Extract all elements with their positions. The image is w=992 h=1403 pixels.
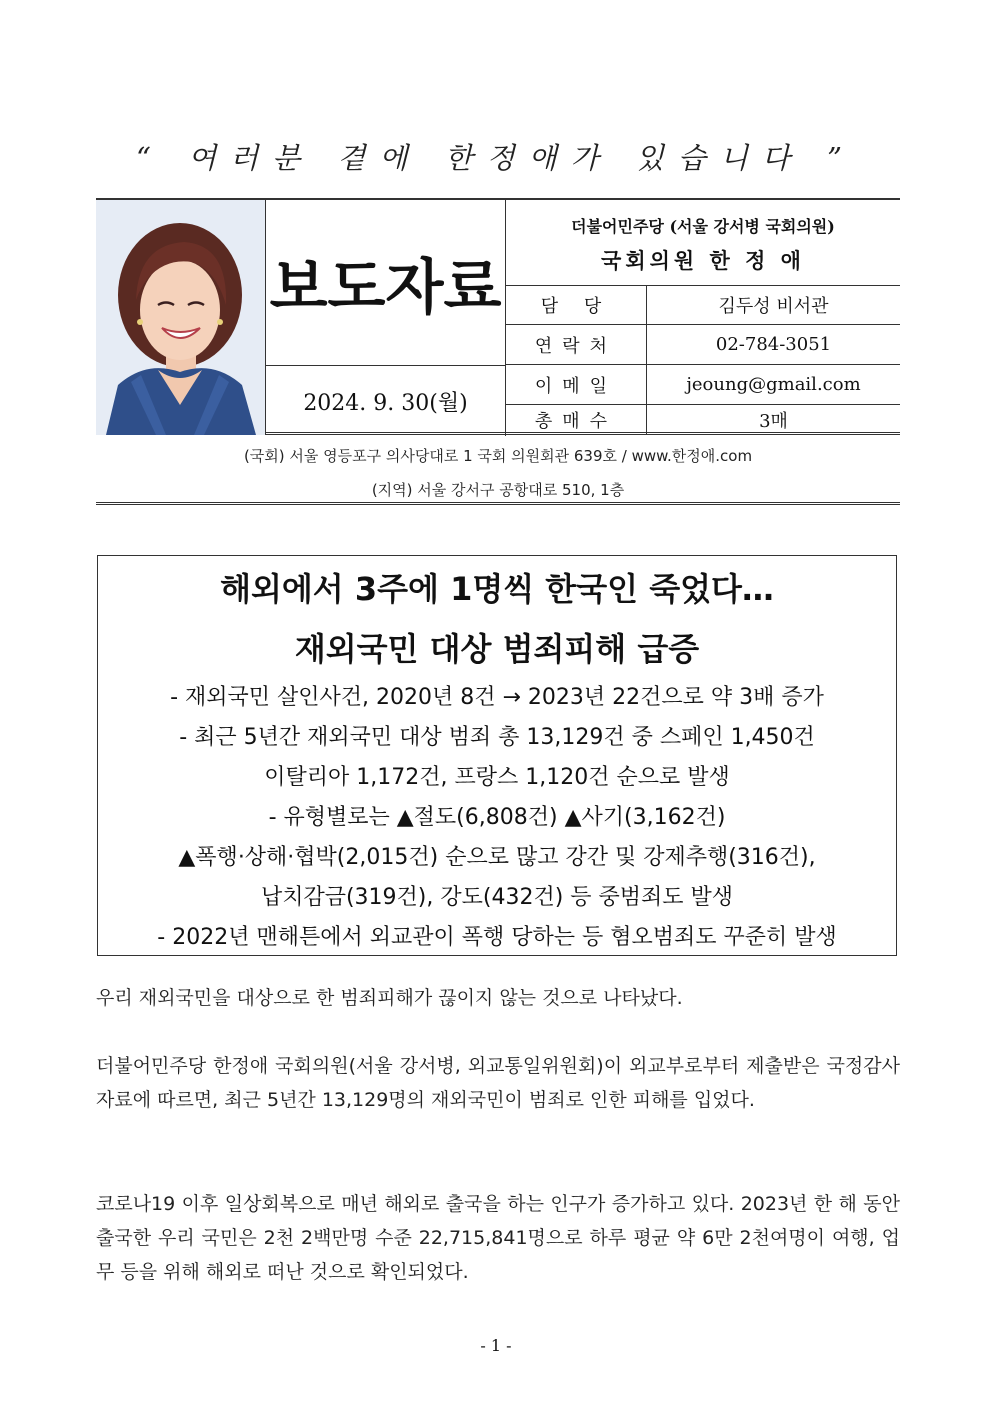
info-row-phone — [506, 325, 900, 365]
summary-bullet: ▲폭행·상해·협박(2,015건) 순으로 많고 강간 및 강제추행(316건), — [178, 845, 816, 870]
info-row-contact-person — [506, 285, 900, 325]
member-info — [506, 200, 900, 286]
press-header — [96, 198, 900, 435]
info-value: 02-784-3051 — [715, 334, 832, 355]
member-name: 국회의원 한 정 애 — [601, 248, 805, 273]
divider — [96, 502, 900, 505]
info-key: 연락처 — [506, 325, 647, 364]
info-row-email — [506, 365, 900, 405]
summary-bullet: - 유형별로는 ▲절도(6,808건) ▲사기(3,162건) — [268, 805, 726, 830]
address-local-office: (지역) 서울 강서구 공항대로 510, 1층 — [371, 481, 625, 499]
summary-bullet: - 최근 5년간 재외국민 대상 범죄 총 13,129건 중 스페인 1,450건 — [179, 725, 815, 750]
page-number: - 1 - — [480, 1336, 512, 1355]
info-key: 담 당 — [506, 285, 647, 324]
headline-title: 해외에서 3주에 1명씩 한국인 죽었다… — [220, 570, 774, 608]
summary-bullet: 납치감금(319건), 강도(432건) 등 중범죄도 발생 — [260, 885, 734, 910]
info-key: 이메일 — [506, 365, 647, 404]
body-paragraph: 코로나19 이후 일상회복으로 매년 해외로 출국을 하는 인구가 증가하고 있다. 2023년 한 해 동안 출국한 우리 국민은 2천 2백만명 수준 22,715,841명으로 하루 평균 약 6만 2천여명이 여행, 업무 등을 위해 해외로 떠난 것으로 확인되었다. — [96, 1193, 900, 1283]
press-release-title: 보도자료 — [266, 200, 506, 365]
info-value: 3매 — [759, 411, 788, 432]
release-date: 2024. 9. 30(월) — [266, 365, 506, 436]
party-line: 더불어민주당 (서울 강서병 국회의원) — [571, 217, 835, 236]
info-value: 김두성 비서관 — [718, 295, 829, 317]
body-paragraph: 우리 재외국민을 대상으로 한 범죄피해가 끊이지 않는 것으로 나타났다. — [96, 987, 683, 1009]
summary-bullet: 이탈리아 1,172건, 프랑스 1,120건 순으로 발생 — [264, 765, 730, 790]
headline-subtitle: 재외국민 대상 범죄피해 급증 — [294, 630, 700, 668]
body-paragraph: 더불어민주당 한정애 국회의원(서울 강서병, 외교통일위원회)이 외교부로부터 제출받은 국정감사 자료에 따르면, 최근 5년간 13,129명의 재외국민이 범죄로 인한 피해를 입었다. — [96, 1055, 900, 1111]
info-key: 총매수 — [506, 405, 647, 435]
headline-box — [97, 555, 897, 956]
address-national-assembly: (국회) 서울 영등포구 의사당대로 1 국회 의원회관 639호 / www.한정애.com — [243, 447, 753, 465]
member-photo — [96, 200, 266, 435]
summary-bullets — [98, 678, 896, 958]
slogan: “ 여러분 곁에 한정애가 있습니다 ” — [136, 141, 856, 175]
summary-bullet: - 2022년 맨해튼에서 외교관이 폭행 당하는 등 혐오범죄도 꾸준히 발생 — [157, 925, 837, 950]
info-row-page-count — [506, 405, 900, 435]
summary-bullet: - 재외국민 살인사건, 2020년 8건 → 2023년 22건으로 약 3배 증가 — [170, 685, 824, 710]
info-value: jeoung@gmail.com — [686, 374, 861, 395]
